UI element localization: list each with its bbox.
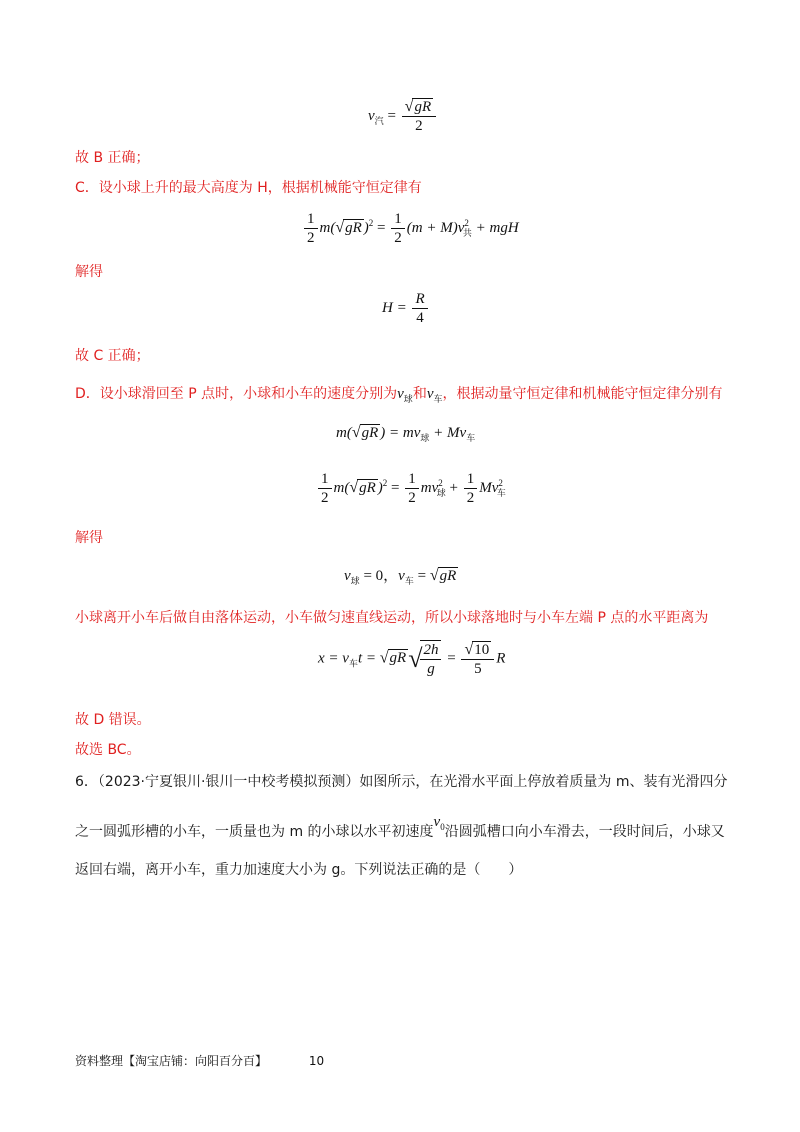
text-d-wrong: 故 D 错误。	[75, 712, 151, 728]
text-b-correct: 故 B 正确；	[75, 150, 150, 166]
text-ball-motion: 小球离开小车后做自由落体运动，小车做匀速直线运动，所以小球落地时与小车左端 P 点的水平距离为	[75, 610, 709, 626]
text-answer: 故选 BC。	[75, 742, 141, 758]
equation-velocities: $v_球 = 0$，$v_车 = √gR$	[344, 567, 457, 586]
page-number: 10	[308, 1054, 325, 1068]
text-d-statement: D．设小球滑回至 P 点时，小球和小车的速度分别为$v_球$和$v_车$，根据动量守恒定律和机械能守恒定律分别有	[75, 386, 723, 404]
equation-distance: $x = v_车t = √gR√$ $\frac{2h}{g}$ = $\frac{√10}{5}$ R	[318, 640, 506, 677]
text-jiede-2: 解得	[75, 530, 103, 546]
text-jiede-1: 解得	[75, 264, 103, 280]
footer-source: 资料整理【淘宝店铺：向阳百分百】 10	[75, 1054, 325, 1068]
question-6-line-2: 之一圆弧形槽的小车，一质量也为 m 的小球以水平初速度$v_0$沿圆弧槽口向小车滑去，一段时间后，小球又	[75, 814, 725, 840]
text-c-correct: 故 C 正确；	[75, 348, 150, 364]
equation-energy-c: $\frac{1}{2}$ m(√gR )$^2$ = $\frac{1}{2}$ $(m + M)v^2_共$ + mgH	[302, 210, 519, 247]
equation-v-value: $v_汽$ = $\frac{√gR}{2}$	[368, 98, 438, 135]
equation-h-value: H = $\frac{R}{4}$	[382, 290, 430, 327]
equation-energy-d: $\frac{1}{2}$ m(√gR )$^2$ = $\frac{1}{2}$ $mv^2_球$ + $\frac{1}{2}$ $Mv^2_车$	[316, 470, 506, 507]
question-6-line-1: 6．（2023·宁夏银川·银川一中校考模拟预测）如图所示，在光滑水平面上停放着质量为 m、装有光滑四分	[75, 774, 728, 790]
equation-momentum-d: m(√gR ) = $mv_球 + Mv_车$	[336, 424, 476, 443]
question-6-line-3: 返回右端，离开小车，重力加速度大小为 g。下列说法正确的是（ ）	[75, 862, 523, 878]
text-c-statement: C．设小球上升的最大高度为 H，根据机械能守恒定律有	[75, 180, 422, 196]
